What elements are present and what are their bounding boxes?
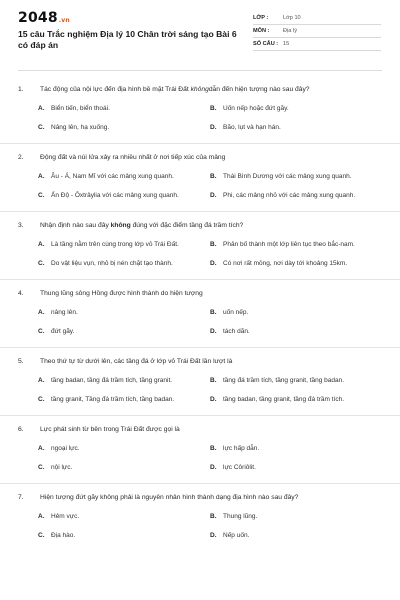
option-letter: D. (210, 191, 217, 199)
option-text: Hẻm vực. (51, 512, 80, 520)
option-text: Phân bố thành một lớp liên tục theo bắc-nam. (223, 240, 355, 248)
answer-option-c[interactable] (38, 458, 210, 477)
question-text-bold: không (110, 222, 131, 229)
option-text: lực Côriôlit. (223, 463, 256, 471)
question-text: Hiện tượng đứt gãy không phải là nguyên nhân hình thành dạng địa hình nào sau đây? (40, 494, 299, 501)
option-text: tách dãn. (223, 327, 250, 335)
answer-option-d[interactable] (210, 186, 382, 205)
question-number: 3. (18, 222, 24, 229)
question-stem (18, 280, 382, 303)
question-number: 4. (18, 290, 24, 297)
option-text: tầng badan, tầng đá trầm tích, tầng granit. (51, 376, 173, 384)
page-header (0, 0, 400, 66)
option-letter: A. (38, 308, 45, 316)
answer-option-d[interactable] (210, 526, 382, 545)
options-grid (18, 507, 382, 551)
option-text: Địa hào. (51, 531, 76, 539)
option-text: tầng đá trầm tích, tầng granit, tầng badan. (223, 376, 345, 384)
question-text-emphasis: không (190, 86, 209, 93)
answer-option-b[interactable] (210, 507, 382, 526)
logo-suffix: .vn (58, 17, 70, 24)
option-text: Biển tiến, biển thoái. (51, 104, 110, 112)
question-number: 2. (18, 154, 24, 161)
option-text: Âu - Á, Nam Mĩ với các mảng xung quanh. (51, 172, 174, 180)
answer-option-a[interactable] (38, 303, 210, 322)
question-number: 1. (18, 86, 24, 93)
option-letter: D. (210, 531, 217, 539)
question-text-part: dẫn đến hiện tượng nào sau đây? (208, 86, 310, 93)
option-letter: B. (210, 308, 217, 316)
question-list (0, 76, 400, 551)
meta-info-table (253, 12, 381, 51)
question-number: 7. (18, 494, 24, 501)
question-text: Động đất và núi lửa xảy ra nhiều nhất ở nơi tiếp xúc của mảng (40, 154, 226, 161)
answer-option-c[interactable] (38, 390, 210, 409)
option-letter: A. (38, 444, 45, 452)
answer-option-a[interactable] (38, 371, 210, 390)
answer-option-b[interactable] (210, 303, 382, 322)
option-letter: A. (38, 240, 45, 248)
options-grid (18, 167, 382, 211)
option-text: Thung lũng. (223, 512, 258, 520)
option-text: Là tầng nằm trên cùng trong lớp vỏ Trái Đất. (51, 240, 179, 248)
question-text-part: Nhận định nào sau đây (40, 222, 111, 229)
option-text: Nâng lên, hạ xuống. (51, 123, 110, 131)
option-letter: D. (210, 395, 217, 403)
option-letter: C. (38, 259, 45, 267)
options-grid (18, 235, 382, 279)
site-logo[interactable] (18, 10, 70, 26)
option-letter: D. (210, 123, 217, 131)
option-letter: B. (210, 104, 217, 112)
question-text-part: Tác động của nội lực đến địa hình bề mặt Trái Đất (40, 86, 191, 93)
option-text: nâng lên. (51, 308, 78, 316)
question-stem (18, 416, 382, 439)
question-stem (18, 348, 382, 371)
answer-option-a[interactable] (38, 439, 210, 458)
option-letter: C. (38, 395, 45, 403)
option-text: lực hấp dẫn. (223, 444, 260, 452)
answer-option-a[interactable] (38, 167, 210, 186)
answer-option-a[interactable] (38, 99, 210, 118)
meta-row-subject (253, 25, 381, 38)
question-item (0, 143, 400, 211)
logo-text: 2048 (18, 10, 58, 26)
option-letter: B. (210, 240, 217, 248)
question-stem (18, 212, 382, 235)
meta-label: LỚP : (253, 15, 269, 21)
meta-label: SỐ CÂU : (253, 41, 279, 47)
option-text: Uốn nếp hoặc đứt gãy. (223, 104, 289, 112)
answer-option-a[interactable] (38, 507, 210, 526)
question-text-part: đúng với đặc điểm tầng đá trầm tích? (130, 222, 244, 229)
options-grid (18, 303, 382, 347)
meta-row-class (253, 12, 381, 25)
question-number: 5. (18, 358, 24, 365)
answer-option-b[interactable] (210, 99, 382, 118)
answer-option-b[interactable] (210, 439, 382, 458)
question-text: Theo thứ tự từ dưới lên, các tầng đá ở lớp vỏ Trái Đất lần lượt là (40, 358, 233, 365)
answer-option-c[interactable] (38, 526, 210, 545)
option-text: Do vật liệu vụn, nhỏ bị nén chặt tạo thành. (51, 259, 173, 267)
question-text: Lực phát sinh từ bên trong Trái Đất được gọi là (40, 426, 180, 433)
question-stem (18, 76, 382, 99)
options-grid (18, 439, 382, 483)
option-letter: D. (210, 259, 217, 267)
answer-option-b[interactable] (210, 235, 382, 254)
answer-option-a[interactable] (38, 235, 210, 254)
meta-label: MÔN : (253, 28, 270, 34)
answer-option-d[interactable] (210, 118, 382, 137)
option-letter: B. (210, 512, 217, 520)
option-text: Ấn Độ - Ôxtrâylia với các mảng xung quanh. (51, 191, 179, 199)
option-text: Thái Bình Dương với các mảng xung quanh. (223, 172, 352, 180)
answer-option-b[interactable] (210, 167, 382, 186)
option-letter: C. (38, 123, 45, 131)
answer-option-b[interactable] (210, 371, 382, 390)
option-letter: C. (38, 463, 45, 471)
meta-value: 15 (283, 41, 290, 47)
option-letter: C. (38, 191, 45, 199)
answer-option-d[interactable] (210, 390, 382, 409)
option-text: ngoại lực. (51, 444, 80, 452)
option-text: nội lực. (51, 463, 73, 471)
option-letter: B. (210, 376, 217, 384)
answer-option-d[interactable] (210, 458, 382, 477)
option-letter: B. (210, 172, 217, 180)
option-letter: A. (38, 376, 45, 384)
option-letter: C. (38, 531, 45, 539)
option-letter: C. (38, 327, 45, 335)
question-text (40, 85, 382, 95)
option-letter: D. (210, 463, 217, 471)
option-text: Phi, các mảng nhỏ với các mảng xung quanh. (223, 191, 356, 199)
answer-option-c[interactable] (38, 186, 210, 205)
answer-option-d[interactable] (210, 254, 382, 273)
question-stem (18, 484, 382, 507)
option-text: Nếp uốn. (223, 531, 250, 539)
question-text: Thung lũng sông Hồng được hình thành do hiện tượng (40, 290, 203, 297)
question-item (0, 279, 400, 347)
answer-option-d[interactable] (210, 322, 382, 341)
question-item (0, 211, 400, 279)
answer-option-c[interactable] (38, 322, 210, 341)
option-text: đứt gãy. (51, 327, 75, 335)
meta-value: Lớp 10 (283, 15, 301, 21)
document-title: 15 câu Trắc nghiệm Địa lý 10 Chân trời sáng tạo Bài 6 có đáp án (18, 29, 237, 50)
header-divider (18, 70, 382, 71)
options-grid (18, 371, 382, 415)
meta-value: Địa lý (283, 28, 297, 34)
question-text (40, 221, 382, 231)
option-letter: D. (210, 327, 217, 335)
option-text: Bão, lụt và hạn hán. (223, 123, 281, 131)
option-letter: B. (210, 444, 217, 452)
option-text: tầng badan, tầng granit, tầng đá trầm tích. (223, 395, 345, 403)
option-text: tầng granit, Tầng đá trầm tích, tầng badan. (51, 395, 175, 403)
question-number: 6. (18, 426, 24, 433)
question-item (0, 415, 400, 483)
option-text: uốn nếp. (223, 308, 249, 316)
option-letter: A. (38, 172, 45, 180)
question-item (0, 483, 400, 551)
question-stem (18, 144, 382, 167)
meta-row-question-count (253, 38, 381, 51)
answer-option-c[interactable] (38, 254, 210, 273)
options-grid (18, 99, 382, 143)
answer-option-c[interactable] (38, 118, 210, 137)
question-item (0, 347, 400, 415)
option-text: Có nơi rất mỏng, nơi dày tới khoảng 15km. (223, 259, 348, 267)
option-letter: A. (38, 512, 45, 520)
option-letter: A. (38, 104, 45, 112)
question-item (0, 76, 400, 143)
